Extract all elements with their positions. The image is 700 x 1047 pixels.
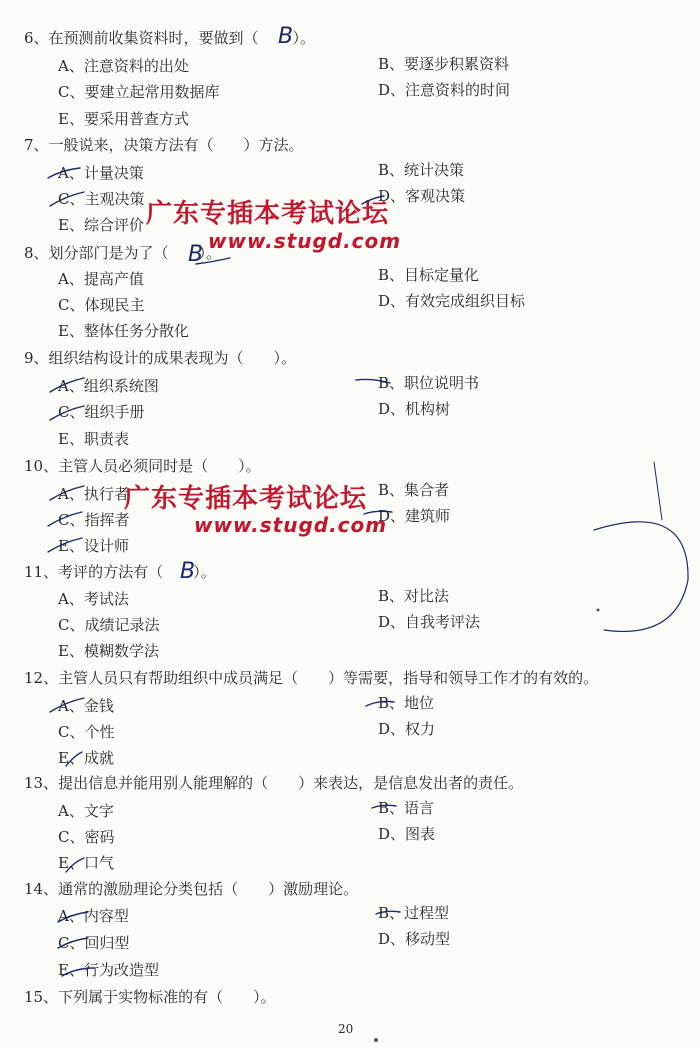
question-14-stem: 14、通常的激励理论分类包括（ ）激励理论。 — [24, 880, 359, 898]
option-12e: E、成就 — [58, 749, 114, 767]
option-13a: A、文字 — [58, 802, 114, 820]
option-7e: E、综合评价 — [58, 216, 144, 234]
option-10a: A、执行者 — [58, 485, 129, 503]
option-8d: D、有效完成组织目标 — [378, 292, 526, 310]
watermark-title: 广东专插本考试论坛 — [146, 199, 390, 229]
handwritten-answer-8: B — [188, 242, 204, 267]
option-10c: C、指挥者 — [58, 511, 130, 529]
question-8-stem: 8、划分部门是为了（ ）。 — [24, 244, 222, 262]
question-10-stem: 10、主管人员必须同时是（ ）。 — [24, 457, 261, 475]
watermark-url-2: www.stugd.com — [194, 513, 388, 537]
option-10e: E、设计师 — [58, 537, 129, 555]
option-6b: B、要逐步积累资料 — [378, 55, 510, 73]
handwritten-answer-11: B — [180, 559, 196, 584]
option-9e: E、职责表 — [58, 430, 129, 448]
option-12c: C、个性 — [58, 723, 115, 741]
option-12a: A、金钱 — [58, 697, 114, 715]
option-13c: C、密码 — [58, 828, 115, 846]
option-14b: B、过程型 — [378, 904, 450, 922]
option-6a: A、注意资料的出处 — [58, 57, 189, 75]
option-13d: D、图表 — [378, 825, 436, 843]
option-8b: B、目标定量化 — [378, 266, 480, 284]
option-9c: C、组织手册 — [58, 403, 145, 421]
option-7d: D、客观决策 — [378, 187, 466, 205]
option-14a: A、内容型 — [58, 907, 129, 925]
question-15-stem: 15、下列属于实物标准的有（ ）。 — [24, 988, 276, 1006]
option-10d: D、建筑师 — [378, 507, 451, 525]
option-9a: A、组织系统图 — [58, 377, 159, 395]
option-14d: D、移动型 — [378, 930, 451, 948]
option-7b: B、统计决策 — [378, 161, 465, 179]
question-7-stem: 7、一般说来，决策方法有（ ）方法。 — [24, 136, 304, 154]
option-11a: A、考试法 — [58, 590, 129, 608]
option-10b: B、集合者 — [378, 481, 450, 499]
option-7a: A、计量决策 — [58, 164, 144, 182]
handwritten-answer-6: B — [278, 24, 294, 49]
option-8a: A、提高产值 — [58, 270, 144, 288]
question-6-stem: 6、在预测前收集资料时，要做到（ ）。 — [24, 29, 316, 47]
question-13-stem: 13、提出信息并能用别人能理解的（ ）来表达，是信息发出者的责任。 — [24, 774, 524, 792]
option-9b: B、职位说明书 — [378, 374, 480, 392]
option-11b: B、对比法 — [378, 587, 450, 605]
page-number: 20 — [338, 1022, 354, 1036]
option-8e: E、整体任务分散化 — [58, 322, 189, 340]
question-11-stem: 11、考评的方法有（ ）。 — [24, 563, 216, 581]
option-9d: D、机构树 — [378, 400, 451, 418]
watermark-url: www.stugd.com — [208, 229, 402, 253]
option-11c: C、成绩记录法 — [58, 616, 160, 634]
option-14e: E、行为改造型 — [58, 961, 159, 979]
option-12d: D、权力 — [378, 720, 436, 738]
option-14c: C、回归型 — [58, 934, 130, 952]
option-13b: B、语言 — [378, 799, 435, 817]
option-11e: E、模糊数学法 — [58, 642, 159, 660]
option-11d: D、自我考评法 — [378, 613, 481, 631]
option-8c: C、体现民主 — [58, 296, 145, 314]
option-7c: C、主观决策 — [58, 190, 145, 208]
question-9-stem: 9、组织结构设计的成果表现为（ ）。 — [24, 349, 297, 367]
option-12b: B、地位 — [378, 694, 435, 712]
option-6d: D、注意资料的时间 — [378, 81, 511, 99]
question-12-stem: 12、主管人员只有帮助组织中成员满足（ ）等需要，指导和领导工作才的有效的。 — [24, 669, 599, 687]
option-13e: E、口气 — [58, 854, 114, 872]
option-6c: C、要建立起常用数据库 — [58, 83, 220, 101]
watermark-title-2: 广东专插本考试论坛 — [124, 484, 368, 514]
option-6e: E、要采用普查方式 — [58, 110, 189, 128]
